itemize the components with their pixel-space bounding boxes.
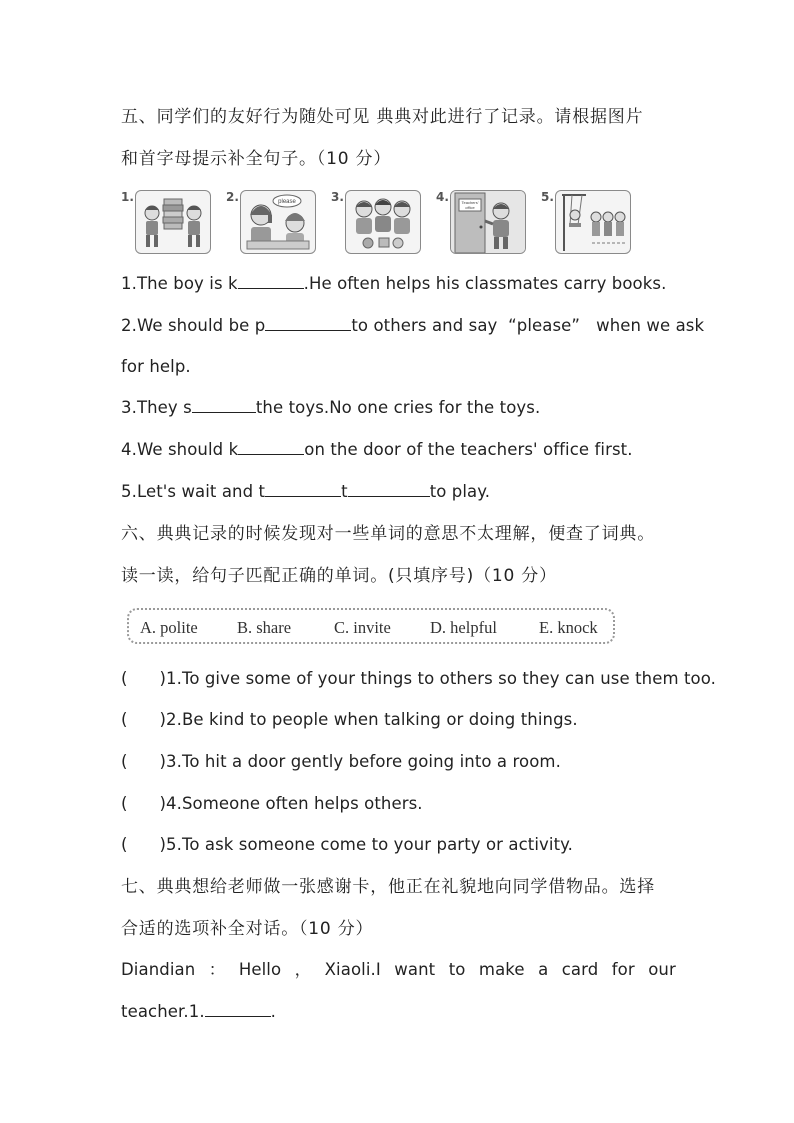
dialog-word: card xyxy=(561,960,599,979)
section6-heading-line1: 六、典典记录的时候发现对一些单词的意思不太理解，便查了词典。 xyxy=(121,524,655,544)
answer-blank[interactable] xyxy=(348,480,430,497)
item-text: t xyxy=(341,482,348,501)
answer-paren[interactable]: ( ) xyxy=(121,794,167,813)
answer-blank[interactable] xyxy=(192,396,256,413)
answer-blank[interactable] xyxy=(238,272,304,289)
picture-strip xyxy=(121,190,641,254)
children-waiting-swing-icon xyxy=(555,190,631,254)
item-text: .He often helps his classmates carry books. xyxy=(303,274,667,293)
item-text: to play. xyxy=(429,482,491,501)
section6-item-3 xyxy=(121,750,676,774)
section5-item-2-continued: for help. xyxy=(121,357,191,376)
dialog-word: a xyxy=(538,960,549,979)
dialog-word: want xyxy=(394,960,436,979)
item-text: 3.To hit a door gently before going into a room. xyxy=(166,752,561,771)
section6-heading-line2: 读一读，给句子匹配正确的单词。(只填序号)（10 分） xyxy=(121,566,557,586)
answer-blank[interactable] xyxy=(265,314,351,331)
answer-paren[interactable]: ( ) xyxy=(121,710,167,729)
dialog-word: make xyxy=(478,960,525,979)
item-text: 2.We should be p xyxy=(121,316,266,335)
answer-paren[interactable]: ( ) xyxy=(121,835,167,854)
please-bubble-text: please xyxy=(278,199,296,205)
dialog-word: ： xyxy=(208,960,226,979)
item-text: 1.To give some of your things to others so they can use them too. xyxy=(166,669,716,688)
item-text: 2.Be kind to people when talking or doing things. xyxy=(166,710,578,729)
word-options-box xyxy=(127,608,615,644)
boy-knocking-door-icon xyxy=(450,190,526,254)
item-text: on the door of the teachers' office first. xyxy=(304,440,633,459)
option-a: A. polite xyxy=(140,618,198,637)
section7-dialog-line2 xyxy=(121,1000,676,1024)
section6-item-5 xyxy=(121,833,676,857)
section5-item-3 xyxy=(121,396,676,420)
dialog-word: our xyxy=(648,960,676,979)
item-text: 3.They s xyxy=(121,398,192,417)
dialog-text: teacher.1. xyxy=(121,1002,205,1021)
section7-heading-line2: 合适的选项补全对话。（10 分） xyxy=(121,919,374,939)
section5-heading-line2: 和首字母提示补全句子。（10 分） xyxy=(121,149,392,169)
answer-blank[interactable] xyxy=(265,480,341,497)
item-text: 4.Someone often helps others. xyxy=(166,794,423,813)
svg-text:Teachers': Teachers' xyxy=(461,200,479,205)
section5-item-4 xyxy=(121,438,676,462)
section7-dialog-line1 xyxy=(121,958,676,982)
option-c: C. invite xyxy=(334,618,391,637)
item-text: 5.Let's wait and t xyxy=(121,482,266,501)
item-text: to others and say “please” when we ask xyxy=(351,316,705,335)
item-text: 5.To ask someone come to your party or activity. xyxy=(166,835,574,854)
answer-paren[interactable]: ( ) xyxy=(121,752,167,771)
section5-item-2 xyxy=(121,314,705,338)
picture-number: 4. xyxy=(436,190,449,204)
dialog-word: Hello xyxy=(238,960,282,979)
dialog-word: Diandian xyxy=(121,960,196,979)
section6-item-2 xyxy=(121,708,676,732)
svg-text:office: office xyxy=(465,205,475,210)
section7-heading-line1: 七、典典想给老师做一张感谢卡，他正在礼貌地向同学借物品。选择 xyxy=(121,877,655,897)
answer-paren[interactable]: ( ) xyxy=(121,669,167,688)
section5-item-1 xyxy=(121,272,676,296)
picture-number: 5. xyxy=(541,190,554,204)
dialog-word: to xyxy=(448,960,466,979)
item-text: the toys.No one cries for the toys. xyxy=(255,398,541,417)
answer-blank[interactable] xyxy=(205,1000,271,1017)
section6-item-4 xyxy=(121,792,676,816)
option-b: B. share xyxy=(237,618,292,637)
boys-carrying-books-icon xyxy=(135,190,211,254)
picture-number: 3. xyxy=(331,190,344,204)
dialog-word: for xyxy=(611,960,635,979)
option-e: E. knock xyxy=(539,618,598,637)
section5-item-5 xyxy=(121,480,676,504)
item-text: 4.We should k xyxy=(121,440,239,459)
dialog-word: ， xyxy=(294,960,312,979)
dialog-text: . xyxy=(270,1002,277,1021)
section6-item-1 xyxy=(121,667,716,691)
girls-saying-please-icon xyxy=(240,190,316,254)
picture-number: 2. xyxy=(226,190,239,204)
picture-number: 1. xyxy=(121,190,134,204)
option-d: D. helpful xyxy=(430,618,497,637)
section5-heading-line1: 五、同学们的友好行为随处可见 典典对此进行了记录。请根据图片 xyxy=(121,107,644,127)
item-text: 1.The boy is k xyxy=(121,274,238,293)
children-sharing-toys-icon xyxy=(345,190,421,254)
answer-blank[interactable] xyxy=(238,438,304,455)
dialog-word: Xiaoli.I xyxy=(324,960,381,979)
